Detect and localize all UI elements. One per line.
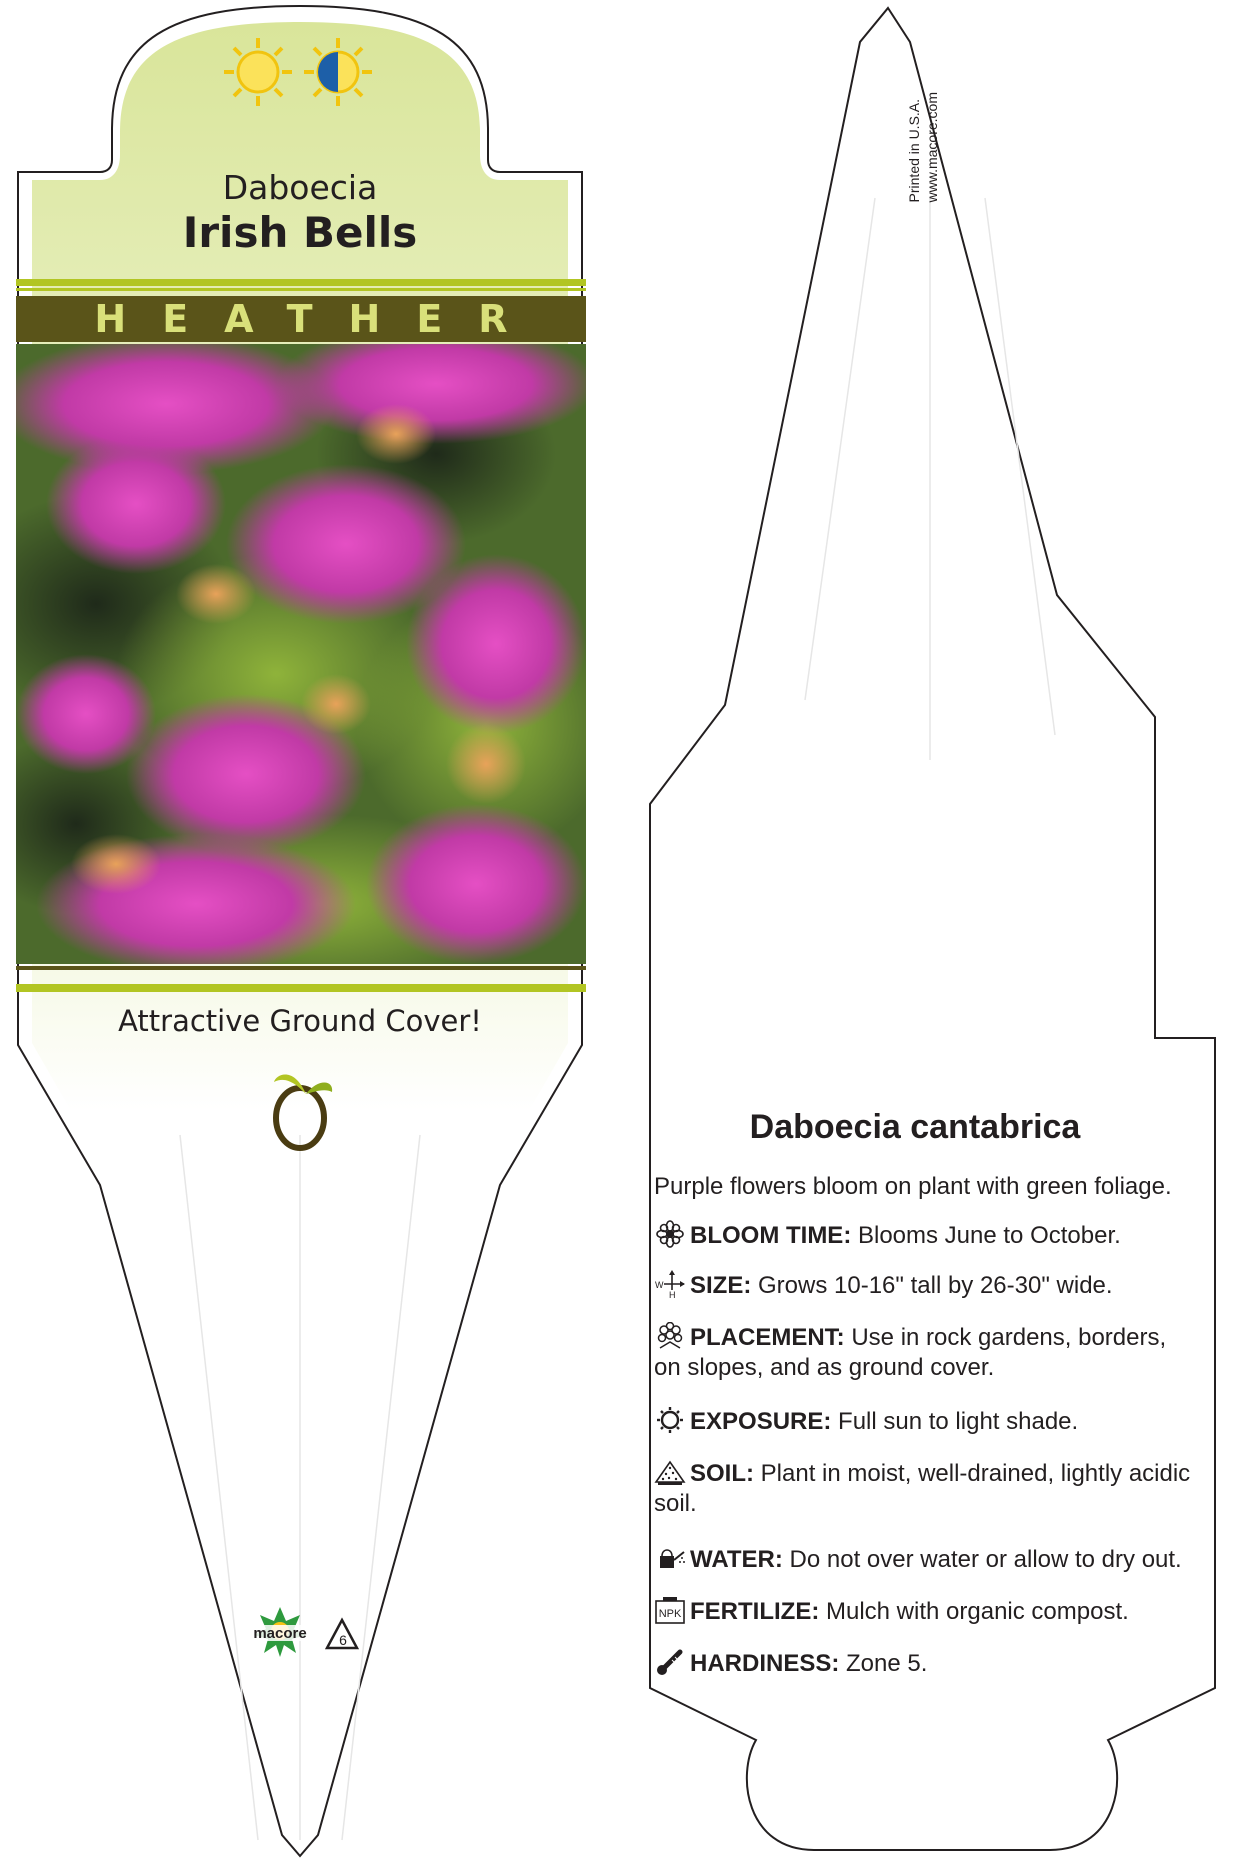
hardiness-label: HARDINESS: [690, 1650, 840, 1677]
size-label: SIZE: [690, 1272, 752, 1299]
fertilize-label: FERTILIZE: [690, 1598, 820, 1625]
exposure-row [654, 1406, 1194, 1437]
water-label: WATER: [690, 1546, 783, 1573]
size-arrows-icon [654, 1270, 686, 1298]
bloom-time-text: Blooms June to October. [851, 1222, 1121, 1249]
hardiness-text: Zone 5. [839, 1650, 928, 1677]
size-icon-h: H [669, 1290, 676, 1298]
plant-variety: Irish Bells [182, 208, 418, 257]
soil-text: Plant in moist, well-drained, lightly acidic soil. [654, 1460, 1191, 1517]
bottom-band-line [16, 984, 586, 992]
category-label: HEATHER [94, 297, 544, 341]
plant-photo [16, 344, 586, 964]
size-row [654, 1270, 1194, 1301]
npk-icon-text: NPK [658, 1608, 682, 1620]
recycle-icon [322, 1616, 362, 1656]
water-text: Do not over water or allow to dry out. [782, 1546, 1182, 1573]
placement-text: Use in rock gardens, borders, on slopes, and as ground cover. [654, 1324, 1167, 1381]
description: Purple flowers bloom on plant with green foliage. [654, 1173, 1172, 1200]
exposure-label: EXPOSURE: [690, 1408, 832, 1435]
top-band-thin-line [16, 288, 586, 291]
leaf-logo-icon [266, 1066, 336, 1156]
exposure-text: Full sun to light shade. [831, 1408, 1079, 1435]
fertilize-row [654, 1596, 1194, 1627]
soil-row [654, 1458, 1194, 1519]
placement-icon [654, 1322, 686, 1350]
thermometer-icon [654, 1648, 686, 1676]
printed-line-2: www.macore.com [924, 92, 940, 203]
plant-genus: Daboecia [222, 168, 378, 207]
macore-logo [240, 1605, 320, 1661]
placement-row [654, 1322, 1194, 1383]
part-sun-icon [304, 38, 372, 106]
water-row [654, 1544, 1194, 1575]
bloom-time-row [654, 1220, 1194, 1251]
npk-icon [654, 1596, 686, 1624]
soil-icon [654, 1458, 686, 1486]
printed-info [905, 92, 941, 202]
printed-line-1: Printed in U.S.A. [906, 98, 922, 203]
exposure-icons [220, 34, 380, 110]
size-text: Grows 10-16" tall by 26-30" wide. [751, 1272, 1113, 1299]
tagline: Attractive Ground Cover! [118, 1004, 482, 1038]
flower-icon [654, 1220, 686, 1248]
fertilize-text: Mulch with organic compost. [819, 1598, 1129, 1625]
hardiness-row [654, 1648, 1194, 1679]
botanical-name: Daboecia cantabrica [749, 1108, 1081, 1146]
placement-label: PLACEMENT: [690, 1324, 845, 1351]
macore-logo-text: macore [253, 1625, 307, 1642]
bottom-dark-line [16, 966, 586, 970]
category-bar [16, 296, 586, 342]
full-sun-icon [224, 38, 292, 106]
sun-outline-icon [654, 1406, 686, 1434]
size-icon-w: W [655, 1280, 664, 1290]
watering-can-icon [654, 1544, 686, 1572]
recycle-number: 6 [339, 1632, 347, 1648]
bloom-time-label: BLOOM TIME: [690, 1222, 852, 1249]
soil-label: SOIL: [690, 1460, 754, 1487]
top-band-line [16, 279, 586, 286]
